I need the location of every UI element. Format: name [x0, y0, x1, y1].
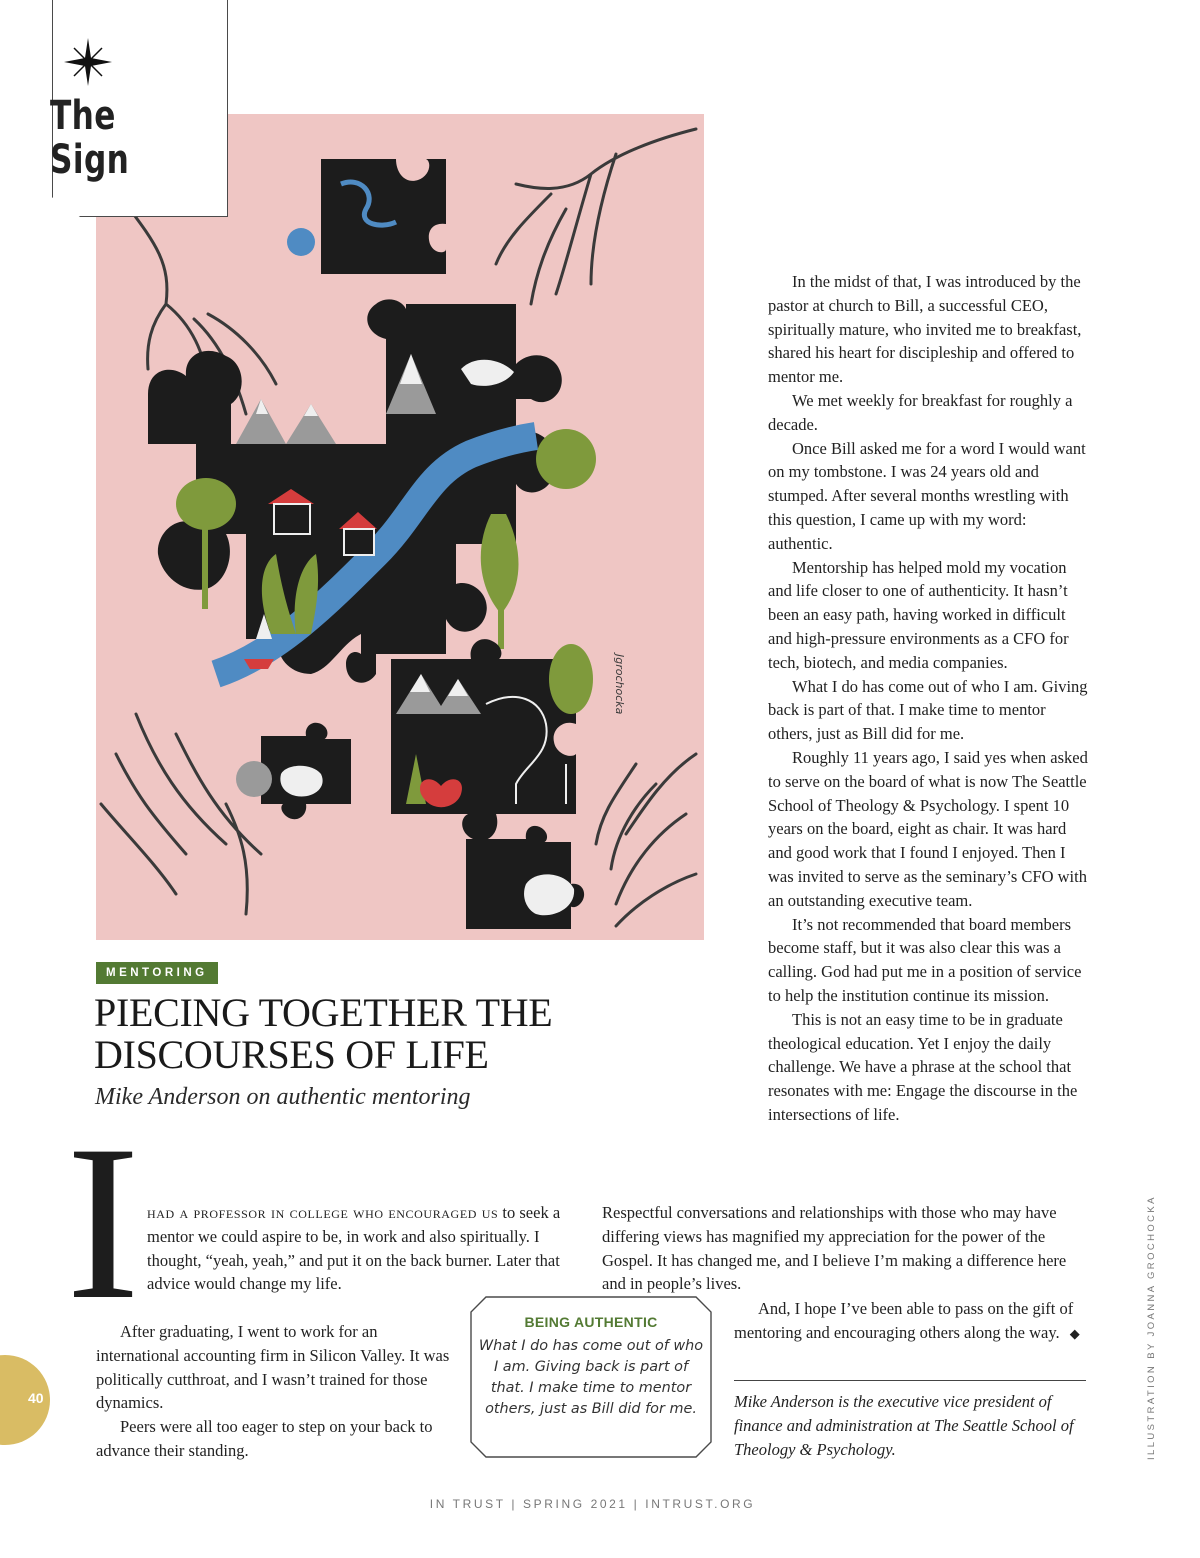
lead-rest: to seek a mentor we could aspire to be, in work and also spiritually. I thought, “yeah, yeah,” and put it on the back burner. Later that advice would change my life. [147, 1203, 561, 1294]
left-column [96, 1320, 456, 1463]
lead-paragraph [147, 1201, 587, 1296]
body-paragraph: This is not an easy time to be in graduate theological education. Yet I enjoy the daily challenge. We have a phrase at the school that resonates with me: Engage the discourse in the intersections of life. [768, 1009, 1078, 1124]
end-mark-icon: ◆ [1069, 1325, 1080, 1341]
artist-signature: Jgrochocka [613, 654, 626, 715]
article-subtitle: Mike Anderson on authentic mentoring [95, 1084, 471, 1110]
body-paragraph: Roughly 11 years ago, I said yes when asked to serve on the board of what is now The Seattle School of Theology & Psychology. I spent 10 years on the board, eight as chair. It was hard and good work that I found I enjoyed. Then I was invited to serve as the seminary’s CFO with an outstanding executive team. [768, 747, 1088, 910]
body-paragraph: Once Bill asked me for a word I would want on my tombstone. I was 24 years old and stumped. After several months wrestling with this question, I came up with my word: authentic. [768, 438, 1086, 553]
body-paragraph: In the midst of that, I was introduced by the pastor at church to Bill, a successful CEO, spiritually mature, who invited me to breakfast, shared his heart for discipleship and offered to mentor me. [768, 272, 1082, 387]
pull-quote-text: What I do has come out of who I am. Giving back is part of that. I make time to mentor others, just as Bill did for me. [478, 1338, 704, 1417]
body-paragraph: We met weekly for breakfast for roughly a decade. [768, 390, 1073, 434]
illustration-credit: ILLUSTRATION BY JOANNA GROCHOCKA [1146, 1195, 1157, 1460]
page-footer: IN TRUST | SPRING 2021 | INTRUST.ORG [429, 1497, 756, 1511]
pull-quote-title: BEING AUTHENTIC [524, 1314, 658, 1330]
body-paragraph: Mentorship has helped mold my vocation and life closer to one of authenticity. It hasn’t been an easy path, having worked in difficult and high-pressure environments as a CFO for tech, biotech, and media companies. [768, 557, 1069, 672]
headline-line-2: DISCOURSES OF LIFE [94, 1032, 489, 1077]
body-paragraph: It’s not recommended that board members become staff, but it was also clear this was a calling. God had put me in a position of service to help the institution continue its mission. [768, 914, 1082, 1005]
puzzle-piece-top-icon [321, 159, 446, 274]
star-icon [64, 38, 112, 86]
blue-dot-icon [287, 228, 315, 256]
bio-divider [734, 1380, 1086, 1381]
body-paragraph: What I do has come out of who I am. Giving back is part of that. I make time to mentor others, just as Bill did for me. [768, 676, 1088, 744]
body-paragraph: After graduating, I went to work for an international accounting firm in Silicon Valley. It was politically cutthroat, and I wasn’t trained for those dynamics. [96, 1322, 450, 1413]
puzzle-pieces-hands-illustration [96, 114, 704, 940]
headline-line-1: PIECING TOGETHER THE [94, 990, 553, 1035]
column-title-text: The Sign [50, 93, 130, 183]
lead-smallcaps: had a professor in college who encouraged us [147, 1203, 499, 1222]
closing-text: And, I hope I’ve been able to pass on the gift of mentoring and encouraging others along the way. [734, 1299, 1074, 1342]
body-paragraph: Peers were all too eager to step on your back to advance their standing. [96, 1417, 433, 1460]
author-bio: Mike Anderson is the executive vice president of finance and administration at The Seattle School of Theology & Psychology. [734, 1392, 1074, 1459]
section-badge: MENTORING [96, 962, 218, 984]
closing-paragraph [734, 1297, 1084, 1346]
page-number: 40 [28, 1390, 44, 1406]
body-paragraph: Respectful conversations and relationships with those who may have differing views has magnified my appreciation for the power of the Gospel. It has changed me, and I believe I’m making a difference here and in people’s lives. [602, 1203, 1067, 1294]
drop-cap: I [66, 1100, 140, 1346]
right-column [768, 270, 1090, 1127]
column-title [50, 94, 136, 182]
article-headline [94, 992, 614, 1076]
wide-paragraph [602, 1201, 1092, 1296]
